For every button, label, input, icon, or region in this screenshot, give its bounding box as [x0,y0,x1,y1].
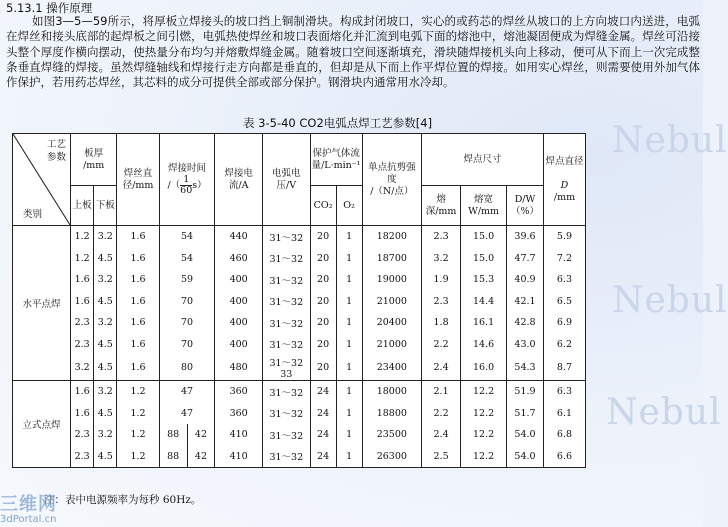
table-row [13,248,586,270]
logo-domain: 3dPortal.cn [0,514,57,525]
cell-shear: 18700 [362,248,421,270]
cell-upper: 2.3 [71,424,94,446]
category-label: 水平点焊 [13,226,71,381]
cell-time: 70 [159,312,215,334]
section-title: 操作原理 [46,1,93,15]
watermark-text: Nebul [612,280,728,321]
cell-shear: 23500 [362,424,421,446]
cell-time: 54 [159,226,215,248]
cell-lower: 4.5 [94,248,117,270]
cell-depth: 2.4 [422,424,461,446]
cell-upper: 1.6 [71,269,94,291]
cell-shear: 21000 [362,291,421,313]
cell-shear: 18000 [362,381,421,403]
cell-wire: 1.2 [117,403,159,425]
header-spot-size: 焊点尺寸 [422,134,544,186]
cell-current: 400 [215,334,263,356]
cell-diameter: 7.2 [543,248,585,270]
cell-co2: 20 [310,312,336,334]
cell-time: 70 [159,334,215,356]
cell-lower: 4.5 [94,355,117,381]
cell-o2: 1 [336,226,362,248]
header-plate-thickness: 板厚 /mm [71,134,117,186]
cell-time: 88 [159,446,187,468]
cell-voltage: 31～32 [262,403,310,425]
cell-upper: 1.2 [71,226,94,248]
cell-current: 400 [215,269,263,291]
header-weld-time: 焊接时间 /（ $\frac{1}{60}$ s） [159,134,215,226]
cell-co2: 20 [310,269,336,291]
cell-current: 480 [215,355,263,381]
cell-co2: 20 [310,334,336,356]
table-row [13,291,586,313]
cell-diameter: 6.9 [543,312,585,334]
cell-wire: 1.6 [117,312,159,334]
table-row [13,403,586,425]
cell-shear: 18800 [362,403,421,425]
table-body [13,226,586,468]
cell-o2: 1 [336,312,362,334]
cell-time: 54 [159,248,215,270]
cell-upper: 2.3 [71,312,94,334]
cell-time: 47 [159,381,215,403]
cell-dw: 51.7 [507,403,544,425]
table-row [13,226,586,248]
cell-lower: 3.2 [94,381,117,403]
cell-width: 12.2 [461,446,507,468]
header-wire-diameter: 焊丝直径/mm [117,134,159,226]
cell-time-2: 42 [187,424,215,446]
section-number: 5.13.1 [6,1,43,15]
cell-o2: 1 [336,446,362,468]
cell-voltage: 31～32 [262,446,310,468]
cell-voltage: 31～32 [262,312,310,334]
cell-diameter: 6.5 [543,291,585,313]
cell-lower: 4.5 [94,334,117,356]
cell-diameter: 6.2 [543,334,585,356]
cell-diameter: 6.8 [543,424,585,446]
cell-dw: 54.0 [507,424,544,446]
cell-dw: 51.9 [507,381,544,403]
table-row [13,424,586,446]
header-o2: O₂ [336,186,362,226]
cell-dw: 39.6 [507,226,544,248]
cell-time-2: 42 [187,446,215,468]
cell-co2: 24 [310,424,336,446]
cell-dw: 42.8 [507,312,544,334]
cell-width: 15.0 [461,226,507,248]
cell-width: 15.0 [461,248,507,270]
cell-depth: 2.4 [422,355,461,381]
cell-current: 410 [215,446,263,468]
header-spot-diameter: 焊点直径 D /mm [543,134,585,226]
cell-depth: 2.3 [422,226,461,248]
cell-dw: 47.7 [507,248,544,270]
cell-depth: 1.8 [422,312,461,334]
cell-voltage: 31～32 33 [262,355,310,381]
cell-wire: 1.2 [117,446,159,468]
cell-wire: 1.6 [117,355,159,381]
cell-dw: 54.0 [507,446,544,468]
cell-co2: 20 [310,248,336,270]
cell-depth: 2.5 [422,446,461,468]
cell-wire: 1.2 [117,424,159,446]
cell-upper: 3.2 [71,355,94,381]
cell-co2: 20 [310,226,336,248]
cell-voltage: 31～32 [262,291,310,313]
header-penetration: 熔深/mm [422,186,461,226]
table-footnote: 注：表中电源频率为每秒 60Hz。 [44,494,202,506]
header-diagonal-cell [13,134,71,226]
cell-depth: 2.2 [422,403,461,425]
cell-depth: 2.3 [422,291,461,313]
cell-o2: 1 [336,334,362,356]
body-paragraph: 如图3—5—59所示，将厚板立焊接头的坡口挡上铜制滑块。构成封闭坡口，实心的或药芯的焊丝从坡口的上方向坡口内送进，电弧在焊丝和接头底部的起焊板之间引燃，电弧热使焊丝和坡口表面熔化并汇流到电弧下面的熔池中，熔池凝固便成为焊缝金属。焊丝可沿接头整个厚度作横向摆动，使热量分布均匀并熔敷焊缝金属。随着坡口空间逐渐填充，滑块随焊接机头向上移动，便可从下而上一次完成整条垂直焊缝的焊接。虽然焊缝轴线和焊接行走方向都是垂直的，但却是从下而上作平焊位置的焊接。如用实心焊丝，则需要使用外加气体作保护，若用药芯焊丝，其芯料的成分可提供全部或部分保护。钢滑块内通常用水冷却。 [6,14,700,90]
cell-time: 47 [159,403,215,425]
cell-diameter: 5.9 [543,226,585,248]
header-process: 工艺 [47,139,67,150]
cell-current: 360 [215,381,263,403]
cell-o2: 1 [336,248,362,270]
table-row [13,381,586,403]
cell-voltage: 31～32 [262,424,310,446]
table-row [13,334,586,356]
category-label: 立式点焊 [13,381,71,468]
header-current: 焊接电流/A [215,134,263,226]
cell-o2: 1 [336,403,362,425]
cell-shear: 18200 [362,226,421,248]
cell-diameter: 6.6 [543,446,585,468]
cell-lower: 3.2 [94,269,117,291]
cell-o2: 1 [336,355,362,381]
table-row [13,355,586,381]
cell-time: 70 [159,291,215,313]
table-row [13,312,586,334]
cell-width: 14.4 [461,291,507,313]
cell-lower: 4.5 [94,446,117,468]
cell-co2: 20 [310,355,336,381]
cell-width: 12.2 [461,424,507,446]
header-co2: CO₂ [310,186,336,226]
cell-width: 14.6 [461,334,507,356]
cell-time: 59 [159,269,215,291]
site-logo [0,496,64,526]
watermark-text: Nebul [606,392,722,433]
cell-diameter: 6.3 [543,381,585,403]
cell-voltage: 31～32 [262,269,310,291]
cell-co2: 20 [310,291,336,313]
cell-width: 12.2 [461,381,507,403]
cell-lower: 4.5 [94,403,117,425]
cell-o2: 1 [336,381,362,403]
cell-upper: 1.2 [71,248,94,270]
welding-parameter-table [12,133,586,468]
cell-depth: 3.2 [422,248,461,270]
cell-diameter: 6.3 [543,269,585,291]
cell-upper: 2.3 [71,334,94,356]
cell-wire: 1.2 [117,381,159,403]
cell-wire: 1.6 [117,248,159,270]
cell-depth: 1.9 [422,269,461,291]
cell-current: 400 [215,312,263,334]
header-dw-ratio: D/W（%） [507,186,544,226]
header-upper-plate: 上板 [71,186,94,226]
cell-upper: 1.6 [71,291,94,313]
header-shear-strength: 单点抗剪强度 /（N/点） [362,134,421,226]
cell-voltage: 31～32 [262,381,310,403]
cell-wire: 1.6 [117,334,159,356]
table-caption: 表 3-5-40 CO2电弧点焊工艺参数[4] [243,116,433,130]
cell-co2: 24 [310,381,336,403]
cell-lower: 3.2 [94,424,117,446]
logo-text: 三维网 [0,494,57,515]
cell-co2: 24 [310,446,336,468]
cell-lower: 3.2 [94,226,117,248]
cell-shear: 19000 [362,269,421,291]
cell-upper: 1.6 [71,381,94,403]
header-gas-flow: 保护气体流量/L·min⁻¹ [310,134,362,186]
cell-depth: 2.2 [422,334,461,356]
cell-voltage: 31～32 [262,226,310,248]
cell-depth: 2.1 [422,381,461,403]
cell-current: 360 [215,403,263,425]
cell-dw: 54.3 [507,355,544,381]
cell-dw: 40.9 [507,269,544,291]
cell-current: 410 [215,424,263,446]
cell-o2: 1 [336,424,362,446]
cell-width: 15.3 [461,269,507,291]
cell-shear: 23400 [362,355,421,381]
cell-shear: 20400 [362,312,421,334]
header-params: 参数 [47,152,67,163]
cell-current: 440 [215,226,263,248]
cell-width: 16.1 [461,312,507,334]
cell-wire: 1.6 [117,291,159,313]
header-voltage: 电弧电压/V [262,134,310,226]
cell-width: 12.2 [461,403,507,425]
cell-dw: 43.0 [507,334,544,356]
cell-lower: 4.5 [94,291,117,313]
cell-o2: 1 [336,269,362,291]
cell-shear: 21000 [362,334,421,356]
cell-diameter: 8.7 [543,355,585,381]
cell-voltage: 31～32 [262,248,310,270]
cell-wire: 1.6 [117,226,159,248]
table-row [13,269,586,291]
cell-time: 80 [159,355,215,381]
cell-dw: 42.1 [507,291,544,313]
cell-co2: 24 [310,403,336,425]
cell-lower: 3.2 [94,312,117,334]
table-row [13,446,586,468]
cell-current: 460 [215,248,263,270]
cell-voltage: 31～32 [262,334,310,356]
cell-upper: 2.3 [71,446,94,468]
cell-width: 16.0 [461,355,507,381]
cell-diameter: 6.1 [543,403,585,425]
cell-wire: 1.6 [117,269,159,291]
header-lower-plate: 下板 [94,186,117,226]
cell-current: 400 [215,291,263,313]
watermark-text: Nebul [612,120,728,161]
cell-upper: 1.6 [71,403,94,425]
header-category: 类别 [23,209,43,220]
cell-shear: 26300 [362,446,421,468]
cell-o2: 1 [336,291,362,313]
header-width: 熔宽W/mm [461,186,507,226]
cell-time: 88 [159,424,187,446]
